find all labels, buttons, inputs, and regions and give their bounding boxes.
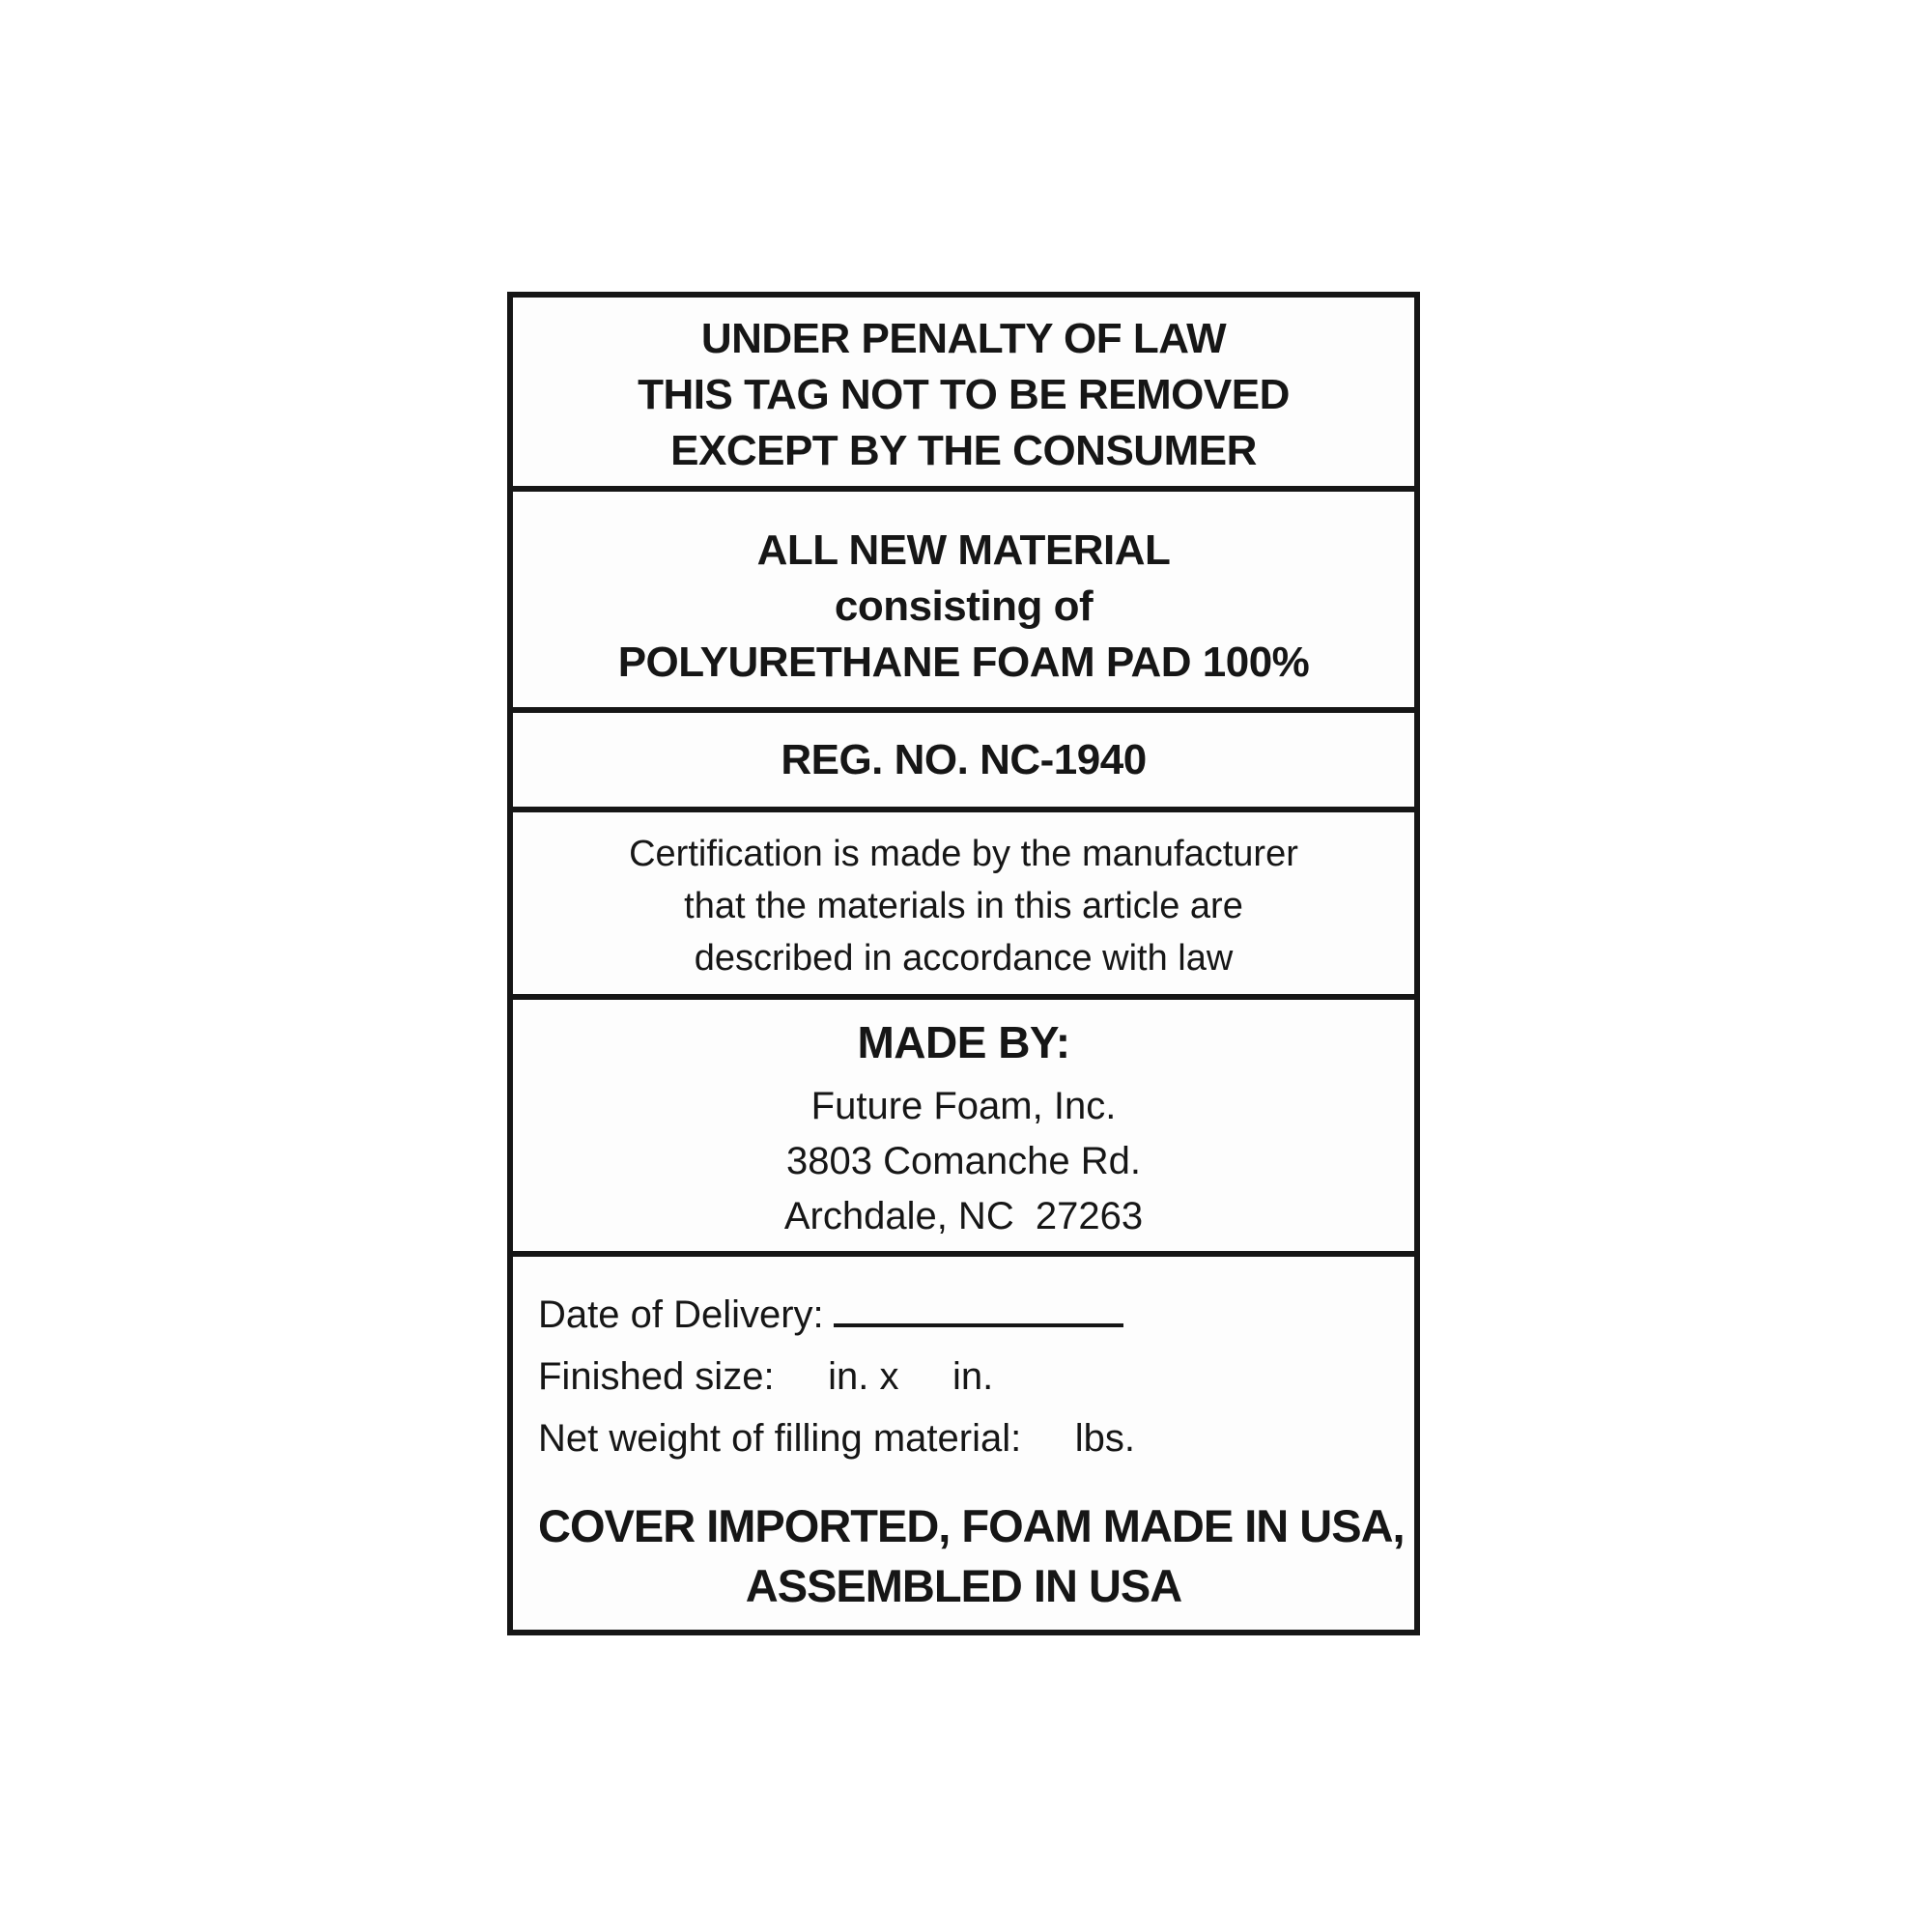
made-by-heading: MADE BY: — [857, 1017, 1070, 1067]
material-section — [513, 492, 1414, 713]
penalty-line-3: EXCEPT BY THE CONSUMER — [670, 427, 1257, 474]
manufacturer-city-state-zip: Archdale, NC 27263 — [783, 1195, 1144, 1237]
registration-section — [513, 713, 1414, 812]
manufacturer-street: 3803 Comanche Rd. — [786, 1140, 1141, 1182]
form-section — [513, 1257, 1414, 1630]
origin-statement — [538, 1496, 1405, 1616]
made-by-section — [513, 1000, 1414, 1257]
penalty-line-2: THIS TAG NOT TO BE REMOVED — [638, 371, 1290, 418]
certification-line-2: that the materials in this article are — [684, 886, 1243, 927]
finished-size-line: Finished size: in. x in. — [538, 1355, 994, 1398]
date-of-delivery-blank-line — [834, 1291, 1123, 1327]
date-of-delivery-line — [538, 1284, 1389, 1346]
material-line-1: ALL NEW MATERIAL — [756, 526, 1171, 575]
penalty-line-1: UNDER PENALTY OF LAW — [700, 315, 1227, 362]
certification-section — [513, 812, 1414, 1000]
registration-number: REG. NO. NC-1940 — [781, 735, 1147, 783]
date-of-delivery-label: Date of Delivery: — [538, 1293, 824, 1336]
material-line-3: POLYURETHANE FOAM PAD 100% — [617, 639, 1310, 687]
origin-line-2: ASSEMBLED IN USA — [745, 1560, 1182, 1611]
law-tag-label — [507, 292, 1420, 1635]
certification-line-3: described in accordance with law — [694, 938, 1234, 980]
certification-line-1: Certification is made by the manufacturer — [629, 834, 1298, 875]
manufacturer-address — [513, 1079, 1414, 1244]
origin-line-1: COVER IMPORTED, FOAM MADE IN USA, — [538, 1500, 1405, 1551]
net-weight-line: Net weight of filling material: lbs. — [538, 1417, 1136, 1460]
manufacturer-name: Future Foam, Inc. — [810, 1085, 1117, 1127]
material-line-2: consisting of — [834, 582, 1094, 631]
penalty-section — [513, 298, 1414, 492]
